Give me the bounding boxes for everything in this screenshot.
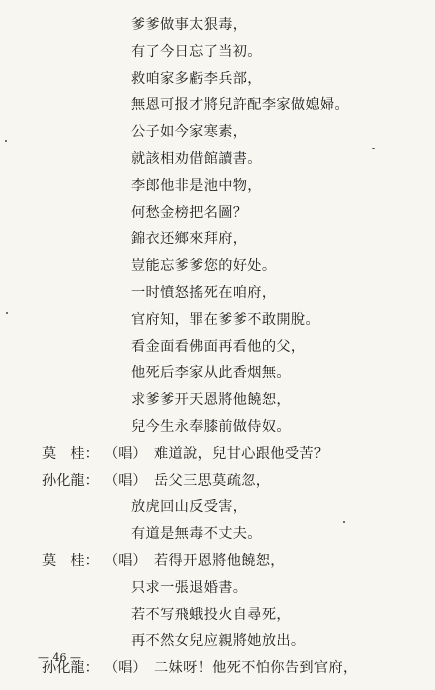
lyric-line: 放虎回山反受害， (131, 499, 248, 515)
speaker-label: 莫 桂： (42, 553, 99, 569)
speaker-label: 莫 桂： (42, 446, 99, 462)
lyric-line: 求爹爹开天恩將他饒恕， (131, 392, 291, 408)
sing-cue: （唱） (104, 473, 147, 489)
sing-cue: （唱） (104, 660, 147, 676)
lyric-line: 爹爹做事太狠毒， (131, 17, 248, 33)
lyric-line: 看金面看佛面再看他的父， (131, 339, 306, 355)
lyric-line: 李郎他非是池中物， (131, 178, 262, 194)
scan-speck (343, 521, 345, 523)
speaker-label: 孙化龍： (42, 660, 99, 676)
lyric-line: 兒今生永奉膝前做侍奴。 (131, 419, 291, 435)
lyric-line: 有了今日忘了当初。 (131, 44, 262, 60)
lyric-line: 就該相劝借館讀書。 (131, 151, 262, 167)
lyric-line: 二妹呀！他死不怕你告到官府， (154, 660, 358, 676)
speaker-label: 孙化龍： (42, 473, 99, 489)
lyric-line: 官府知，罪在爹爹不敢開脫。 (131, 312, 320, 328)
scan-speck (6, 312, 8, 314)
lyric-line: 若不写飛蛾投火自尋死， (131, 607, 291, 623)
scan-speck (372, 148, 375, 149)
lyric-line: 錦衣还鄉來拜府， (131, 231, 248, 247)
lyric-line: 一时憤怒搖死在咱府， (131, 285, 277, 301)
lyric-line: 只求一張退婚書。 (131, 580, 248, 596)
lyric-line: 难道說，兒甘心跟他受苦？ (154, 446, 329, 462)
lyric-line: 再不然女兒应親將她放出。 (131, 633, 306, 649)
scan-speck (5, 140, 7, 142)
lyric-line: 無恩可报才將兒許配李家做媳婦。 (131, 97, 350, 113)
lyric-line: 有道是無毒不丈夫。 (131, 526, 262, 542)
lyric-line: 何愁金榜把名圖？ (131, 205, 248, 221)
sing-cue: （唱） (104, 446, 147, 462)
lyric-line: 豈能忘爹爹您的好处。 (131, 258, 277, 274)
lyric-line: 他死后李家从此香烟無。 (131, 365, 291, 381)
lyric-line: 救咱家多虧李兵部， (131, 71, 262, 87)
page-number: — 46 — (38, 651, 81, 664)
lyric-line: 公子如今家寒素， (131, 124, 248, 140)
lyric-line: 若得开恩將他饒恕， (154, 553, 285, 569)
lyric-line: 岳父三思莫疏忽， (154, 473, 271, 489)
sing-cue: （唱） (104, 553, 147, 569)
